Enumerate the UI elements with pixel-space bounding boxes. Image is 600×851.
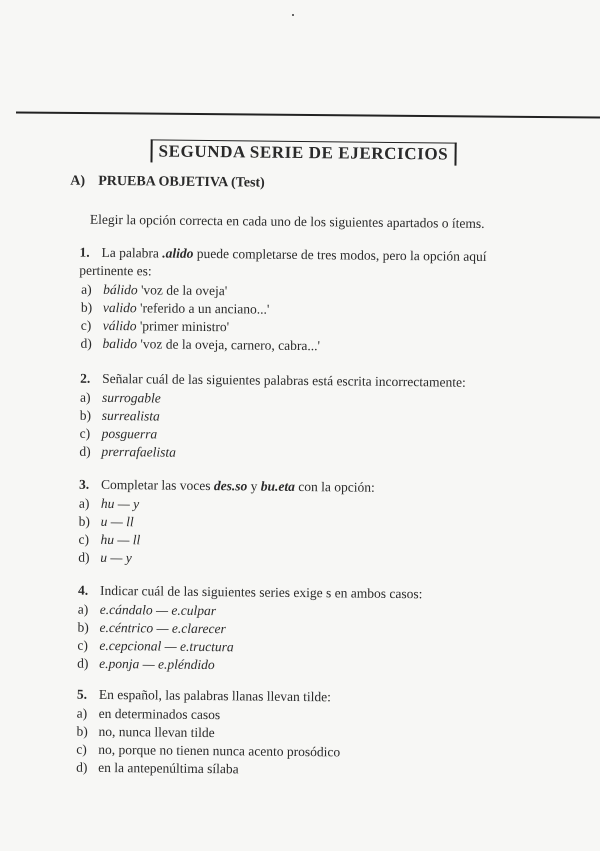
option-letter: a)	[77, 601, 89, 617]
option-5c	[76, 742, 340, 761]
option-letter: c)	[77, 637, 88, 653]
option-term: u — y	[100, 549, 132, 566]
option-letter: a)	[81, 281, 92, 297]
option-4a	[78, 602, 216, 619]
option-term: no, nunca llevan tilde	[98, 723, 215, 741]
option-3b	[79, 514, 134, 531]
question-2	[80, 370, 466, 392]
question-number: 3.	[79, 476, 90, 492]
question-5	[77, 686, 331, 707]
option-5b	[76, 724, 214, 741]
option-1c	[81, 318, 230, 336]
option-letter: c)	[78, 531, 90, 547]
option-letter: c)	[76, 741, 87, 757]
option-letter: d)	[79, 443, 91, 459]
page-title: SEGUNDA SERIE DE EJERCICIOS	[150, 139, 456, 165]
option-letter: d)	[78, 549, 90, 565]
option-term: e.cepcional — e.tructura	[99, 637, 234, 655]
question-number: 4.	[77, 582, 89, 598]
question-text-before: La palabra	[101, 244, 163, 261]
option-letter: a)	[79, 389, 91, 405]
option-term: surrogable	[101, 389, 161, 406]
option-gloss: 'voz de la oveja, carnero, cabra...'	[137, 336, 321, 354]
option-2c	[80, 426, 158, 443]
option-letter: b)	[79, 407, 92, 423]
question-text-after: puede completarse de tres modos, pero la opción aquí pertinente es:	[79, 245, 487, 279]
option-letter: d)	[76, 759, 88, 775]
option-letter: d)	[77, 655, 89, 671]
option-term: prerrafaelista	[101, 443, 177, 460]
option-1a	[81, 282, 227, 300]
option-letter: c)	[80, 317, 92, 333]
option-term: e.ponja — e.pléndido	[99, 655, 215, 673]
option-term: u — ll	[100, 513, 134, 530]
option-5d	[76, 760, 239, 778]
question-emph-word: .alido	[162, 245, 194, 261]
option-letter: a)	[76, 705, 88, 721]
instructions: Elegir la opción correcta en cada uno de los siguientes apartados o ítems.	[89, 211, 485, 231]
option-letter: a)	[78, 495, 90, 511]
option-gloss: 'primer ministro'	[136, 318, 230, 335]
question-text: Indicar cuál de las siguientes series exige s en ambos casos:	[99, 582, 423, 602]
question-4	[78, 582, 423, 604]
option-3a	[79, 496, 139, 513]
option-term: en la antepenúltima sílaba	[98, 759, 239, 777]
option-letter: b)	[80, 299, 93, 315]
option-term: válido	[102, 317, 137, 334]
option-5a	[77, 706, 221, 724]
option-term: bálido	[103, 281, 138, 298]
option-term: no, porque no tienen nunca acento prosódico	[98, 741, 341, 760]
question-emph-word: des.so	[213, 478, 248, 494]
option-term: e.cándalo — e.culpar	[99, 601, 217, 619]
option-term: posguerra	[101, 425, 158, 442]
option-letter: d)	[80, 335, 92, 351]
option-term: surrealista	[101, 407, 160, 424]
question-3	[79, 476, 375, 497]
question-text-before: Completar las voces	[101, 476, 215, 494]
option-term: e.céntrico — e.clarecer	[99, 619, 226, 637]
question-text: Señalar cuál de las siguientes palabras está escrita incorrectamente:	[102, 370, 466, 390]
option-gloss: 'voz de la oveja'	[137, 282, 228, 299]
option-gloss: 'referido a un anciano...'	[136, 300, 270, 317]
question-text-after: con la opción:	[294, 478, 375, 495]
option-term: en determinados casos	[98, 705, 221, 723]
section-heading	[70, 174, 265, 192]
question-number: 5.	[76, 686, 88, 702]
option-letter: b)	[76, 723, 88, 739]
question-number: 2.	[80, 370, 91, 386]
question-text-mid: y	[247, 478, 261, 494]
section-letter: A)	[70, 173, 86, 189]
question-1-text	[79, 244, 499, 284]
option-3d	[78, 550, 132, 567]
option-4c	[77, 638, 233, 656]
option-term: hu — y	[100, 495, 140, 512]
option-term: balido	[102, 335, 138, 352]
option-2d	[79, 444, 176, 461]
option-1b	[81, 300, 270, 318]
option-letter: c)	[79, 425, 91, 441]
option-term: valido	[102, 299, 137, 316]
question-number: 1.	[79, 244, 90, 260]
option-4d	[77, 656, 215, 673]
option-4b	[78, 620, 226, 638]
option-2b	[80, 408, 160, 425]
question-emph-word: bu.eta	[260, 478, 296, 494]
option-term: hu — ll	[100, 531, 141, 548]
option-2a	[80, 390, 161, 407]
option-3c	[78, 532, 140, 549]
option-letter: b)	[77, 619, 89, 635]
option-letter: b)	[78, 513, 91, 529]
question-1	[81, 244, 499, 284]
section-label: PRUEBA OBJETIVA (Test)	[98, 173, 265, 191]
option-1d	[80, 336, 320, 355]
question-text: En español, las palabras llanas llevan tilde:	[98, 686, 332, 705]
